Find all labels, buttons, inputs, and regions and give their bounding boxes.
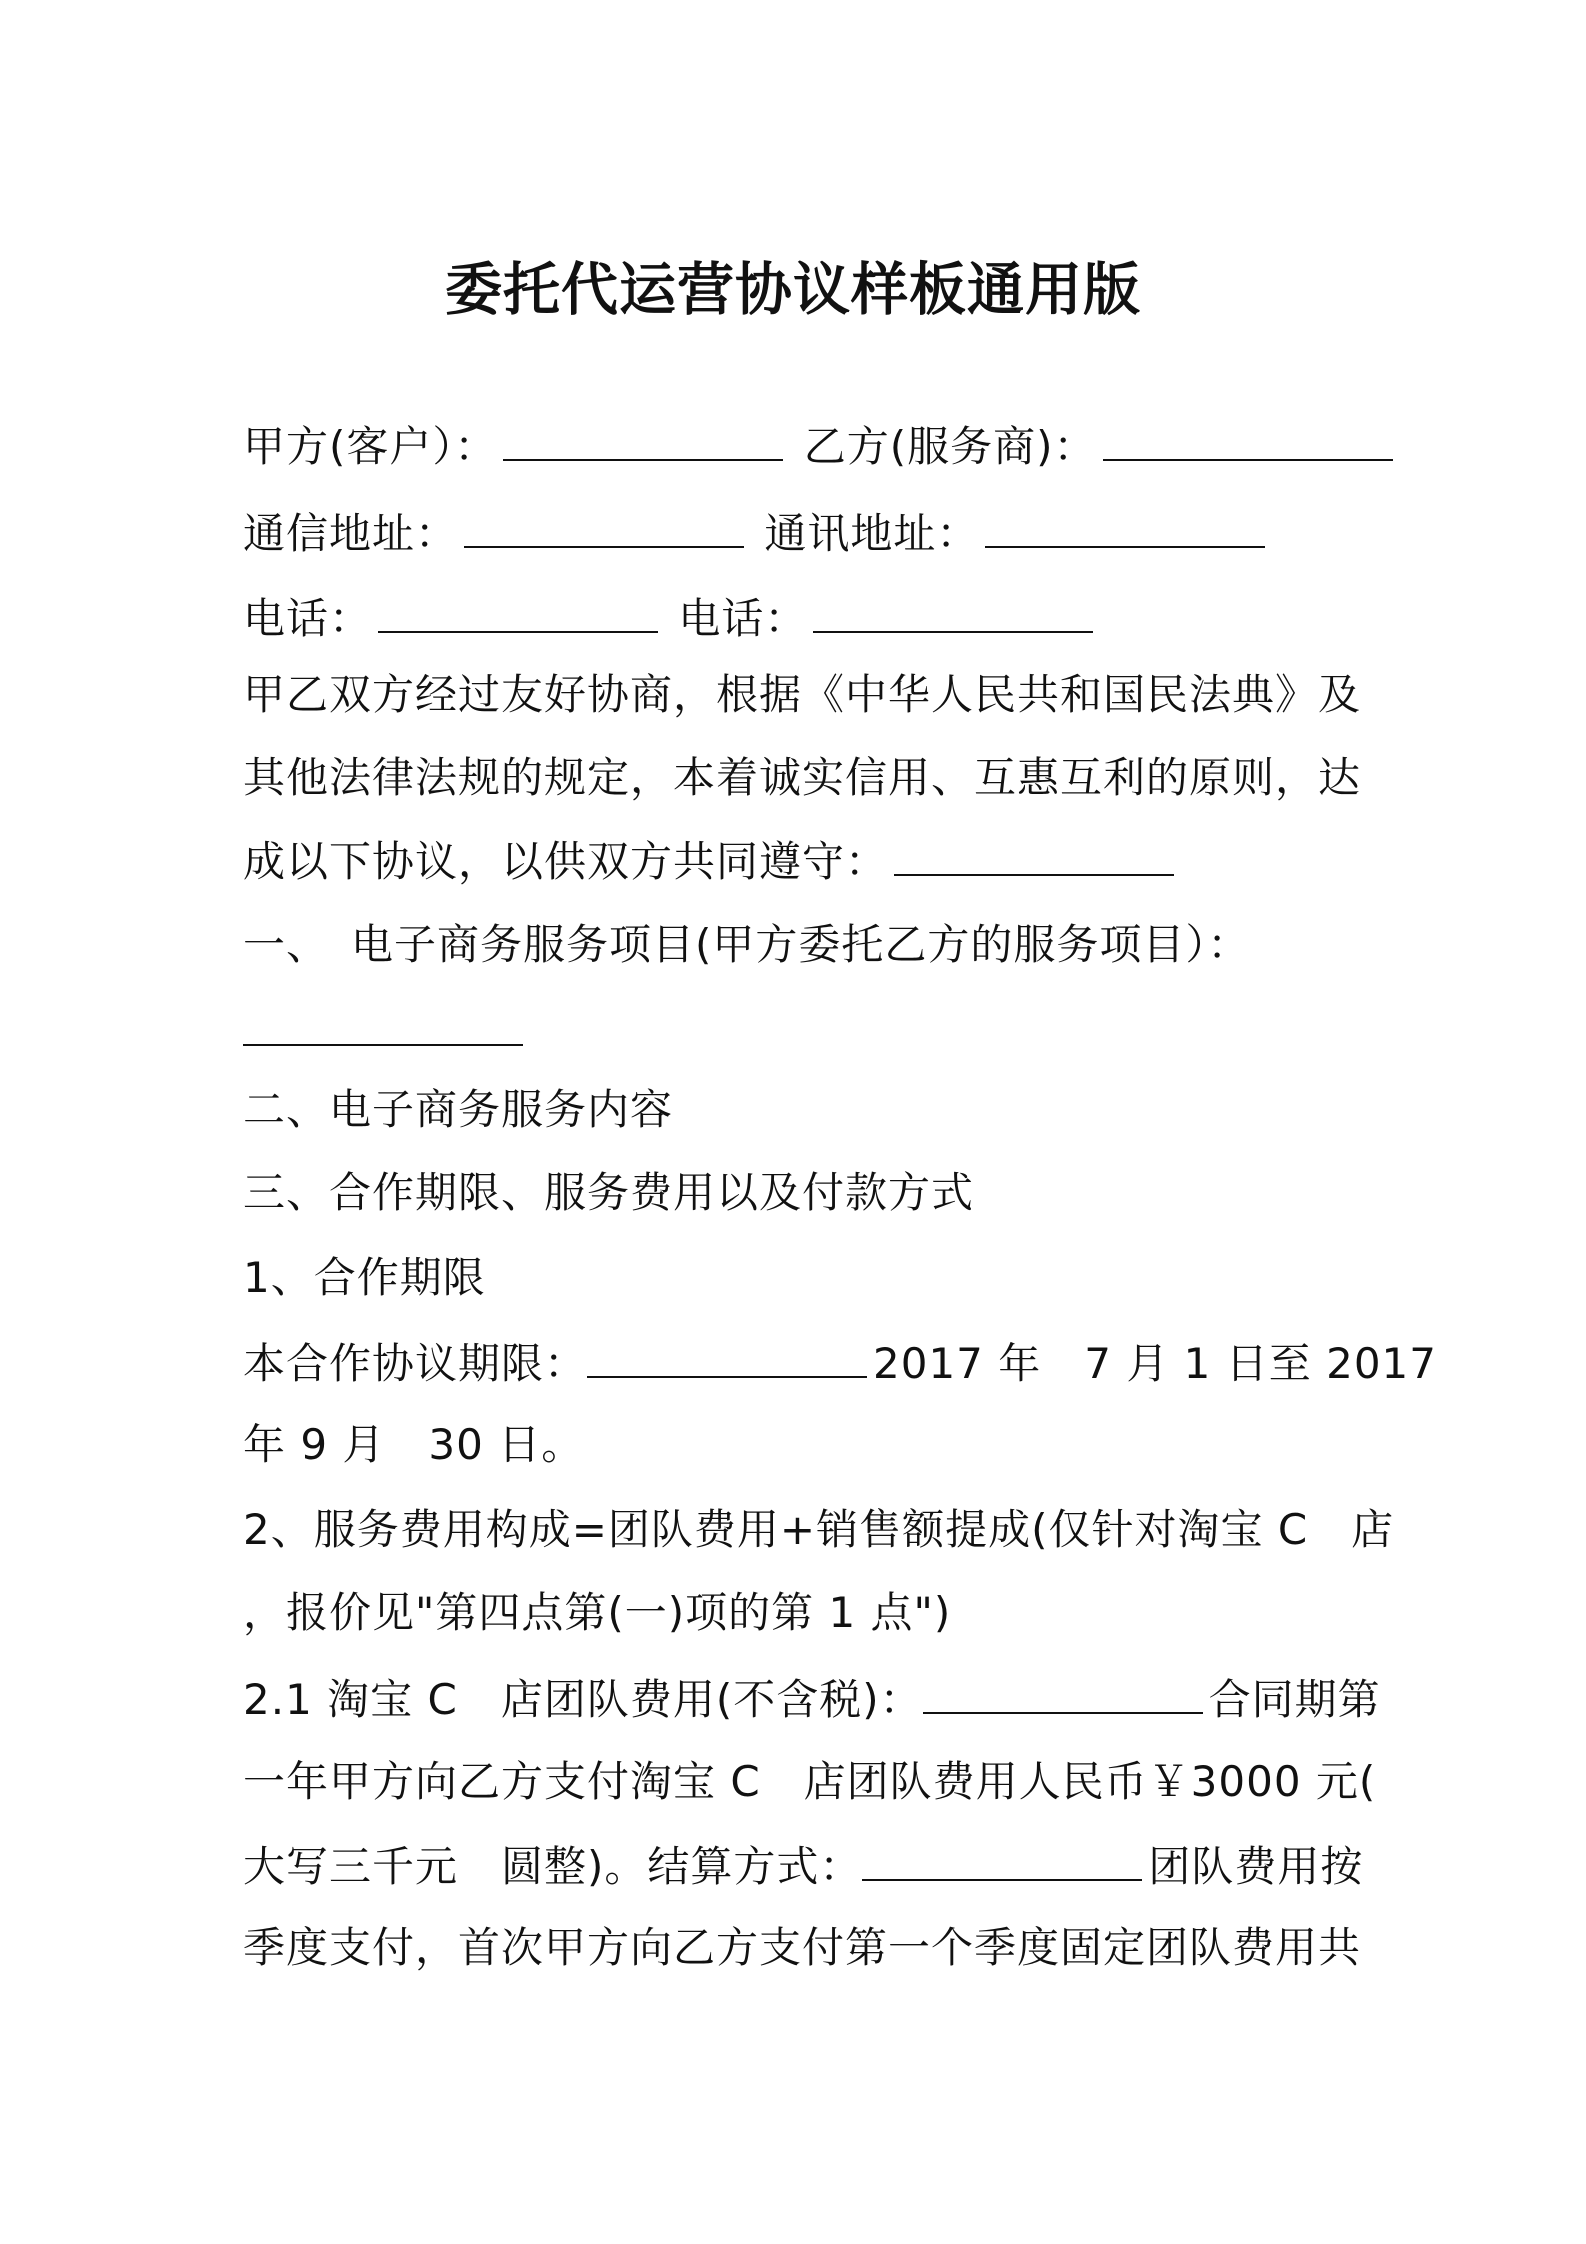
intro-blank[interactable] [894,830,1174,876]
address-line [243,502,1271,564]
item-2-1-line-3 [243,1835,1363,1897]
phone-b-label: 电话： [678,594,808,643]
term-line-1 [243,1332,1437,1394]
phone-line [243,587,1099,649]
party-b-label: 乙方(服务商)： [803,422,1097,471]
party-line [243,415,1399,477]
address-b-label: 通讯地址： [764,509,980,558]
item-2-1-line-2: 一年甲方向乙方支付淘宝 C 店团队费用人民币￥3000 元( [243,1757,1377,1806]
section-1-heading: 一、 电子商务服务项目(甲方委托乙方的服务项目）： [243,920,1251,969]
item-2-1-line-4: 季度支付，首次甲方向乙方支付第一个季度固定团队费用共 [243,1923,1362,1972]
document-title: 委托代运营协议样板通用版 [445,257,1141,323]
party-a-blank[interactable] [503,415,783,461]
party-a-label: 甲方(客户）： [243,422,498,471]
party-b-blank[interactable] [1103,415,1393,461]
address-b-blank[interactable] [985,502,1265,548]
phone-a-blank[interactable] [378,587,658,633]
address-a-label: 通信地址： [243,509,459,558]
term-blank[interactable] [587,1332,867,1378]
intro-line-2: 其他法律法规的规定，本着诚实信用、互惠互利的原则，达 [243,753,1362,802]
intro-line-3-text: 成以下协议，以供双方共同遵守： [243,837,889,886]
address-a-blank[interactable] [464,502,744,548]
section-2-heading: 二、电子商务服务内容 [243,1085,674,1134]
item-2-1-blank[interactable] [923,1668,1203,1714]
term-line-2: 年 9 月 30 日。 [243,1420,585,1469]
settlement-blank[interactable] [862,1835,1142,1881]
item-2-1-after: 合同期第 [1208,1675,1381,1724]
intro-line-3 [243,830,1180,892]
item-1-heading: 1、合作期限 [243,1253,486,1302]
item-2-1-label: 2.1 淘宝 C 店团队费用(不含税)： [243,1675,923,1724]
term-label: 本合作协议期限： [243,1339,588,1388]
item-2-1-line-3-a: 大写三千元 圆整)。结算方式： [243,1842,863,1891]
phone-a-label: 电话： [243,594,373,643]
item-2-1-line-3-b: 团队费用按 [1148,1842,1364,1891]
section-1-line [243,1000,529,1062]
item-2-line-1: 2、服务费用构成=团队费用+销售额提成(仅针对淘宝 C 店 [243,1505,1395,1554]
phone-b-blank[interactable] [813,587,1093,633]
item-2-1-line-1 [243,1668,1381,1730]
item-2-line-2: ，报价见"第四点第(一)项的第 1 点") [243,1588,952,1637]
intro-line-1: 甲乙双方经过友好协商，根据《中华人民共和国民法典》及 [243,670,1362,719]
term-dates-1: 2017 年 7 月 1 日至 2017 [873,1339,1437,1388]
section-1-blank[interactable] [243,1000,523,1046]
section-3-heading: 三、合作期限、服务费用以及付款方式 [243,1168,975,1217]
